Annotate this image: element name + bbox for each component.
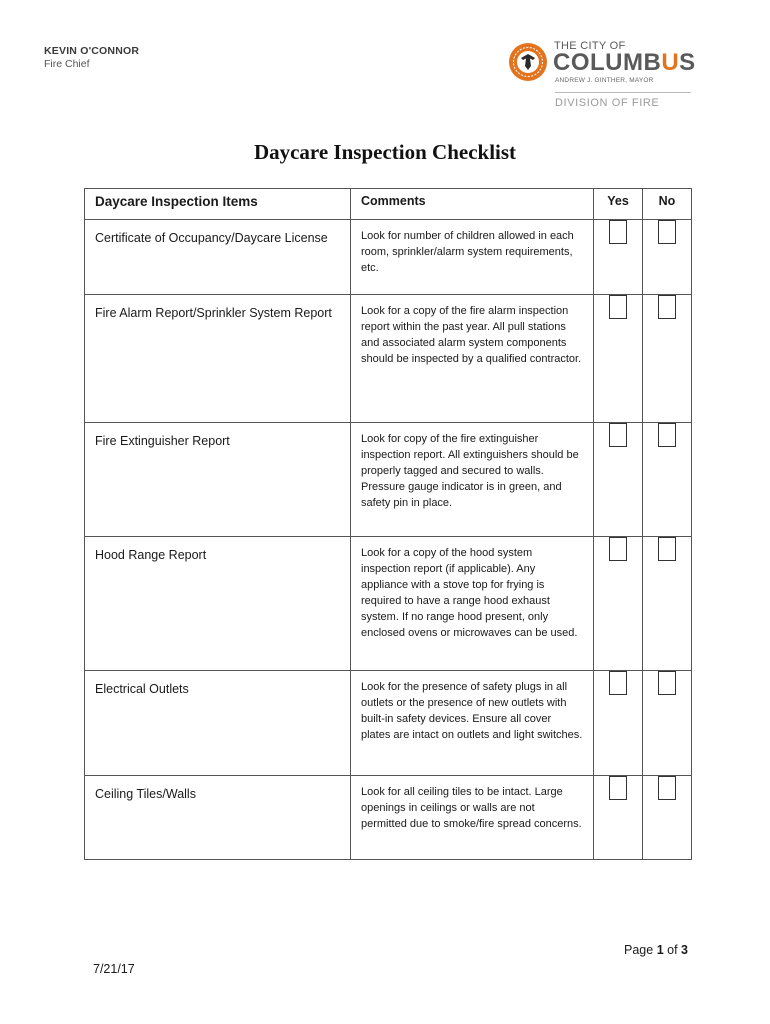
logo-city-of: THE CITY OF [554, 40, 626, 52]
header-no: No [643, 189, 692, 220]
yes-checkbox[interactable] [609, 776, 627, 800]
no-checkbox[interactable] [658, 220, 676, 244]
table-row [85, 295, 692, 423]
no-cell [643, 423, 692, 537]
comment-cell: Look for all ceiling tiles to be intact. Large openings in ceilings or walls are not permitted due to smoke/fire spread concerns. [351, 776, 594, 860]
yes-checkbox[interactable] [609, 295, 627, 319]
logo-division: DIVISION OF FIRE [555, 97, 660, 109]
inspection-table [84, 188, 692, 860]
item-cell: Fire Alarm Report/Sprinkler System Report [85, 295, 351, 423]
header-comments: Comments [351, 189, 594, 220]
comment-cell: Look for the presence of safety plugs in all outlets or the presence of new outlets with built-in safety devices. Ensure all cover plates are intact on outlets and light switches. [351, 671, 594, 776]
no-checkbox[interactable] [658, 671, 676, 695]
city-logo [508, 40, 698, 115]
chief-title: Fire Chief [44, 58, 90, 70]
table-row [85, 671, 692, 776]
yes-cell [594, 776, 643, 860]
yes-cell [594, 423, 643, 537]
logo-divider [555, 92, 691, 93]
yes-cell [594, 537, 643, 671]
no-checkbox[interactable] [658, 295, 676, 319]
header-items: Daycare Inspection Items [85, 189, 351, 220]
table-header-row [85, 189, 692, 220]
logo-mayor: ANDREW J. GINTHER, MAYOR [555, 77, 654, 84]
no-checkbox[interactable] [658, 537, 676, 561]
item-cell: Certificate of Occupancy/Daycare License [85, 220, 351, 295]
comment-cell: Look for number of children allowed in each room, sprinkler/alarm system requirements, etc. [351, 220, 594, 295]
columbus-seal-icon [508, 42, 548, 82]
comment-cell: Look for a copy of the fire alarm inspection report within the past year. All pull stations and associated alarm system components should be inspected by a qualified contractor. [351, 295, 594, 423]
yes-cell [594, 220, 643, 295]
no-cell [643, 220, 692, 295]
no-cell [643, 671, 692, 776]
yes-checkbox[interactable] [609, 220, 627, 244]
yes-checkbox[interactable] [609, 423, 627, 447]
table-row [85, 776, 692, 860]
no-checkbox[interactable] [658, 423, 676, 447]
table-row [85, 423, 692, 537]
item-cell: Electrical Outlets [85, 671, 351, 776]
document-date: 7/21/17 [93, 962, 135, 976]
chief-name: KEVIN O'CONNOR [44, 45, 140, 57]
no-checkbox[interactable] [658, 776, 676, 800]
table-row [85, 220, 692, 295]
table-row [85, 537, 692, 671]
page-current: 1 [656, 943, 664, 957]
no-cell [643, 295, 692, 423]
page-prefix: Page [624, 943, 654, 957]
yes-checkbox[interactable] [609, 537, 627, 561]
item-cell: Fire Extinguisher Report [85, 423, 351, 537]
yes-cell [594, 295, 643, 423]
header-yes: Yes [594, 189, 643, 220]
no-cell [643, 537, 692, 671]
chief-block [44, 45, 139, 70]
page-of: of [667, 943, 678, 957]
yes-cell [594, 671, 643, 776]
page-total: 3 [681, 943, 688, 957]
comment-cell: Look for a copy of the hood system inspection report (if applicable). Any appliance with a stove top for frying is required to have a range hood exhaust system. If no range hood present, only enclosed ovens or microwaves can be used. [351, 537, 594, 671]
no-cell [643, 776, 692, 860]
logo-columbus: COLUMBUS [553, 49, 696, 76]
item-cell: Ceiling Tiles/Walls [85, 776, 351, 860]
yes-checkbox[interactable] [609, 671, 627, 695]
item-cell: Hood Range Report [85, 537, 351, 671]
page-number [624, 943, 688, 957]
document-title: Daycare Inspection Checklist [253, 140, 517, 164]
comment-cell: Look for copy of the fire extinguisher inspection report. All extinguishers should be properly tagged and secured to walls. Pressure gauge indicator is in green, and safety pin in place. [351, 423, 594, 537]
